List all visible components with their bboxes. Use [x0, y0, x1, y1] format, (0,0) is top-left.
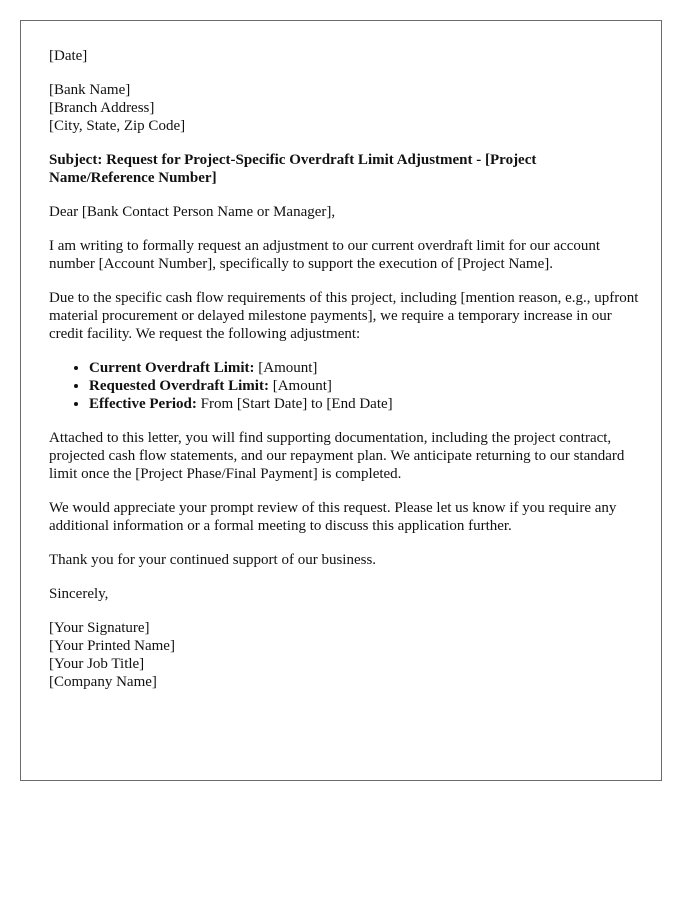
letter-body: [49, 47, 639, 707]
list-item-value: From [Start Date] to [End Date]: [196, 396, 393, 412]
letter-date: [Date]: [49, 48, 88, 64]
company-name: [Company Name]: [49, 674, 157, 690]
bank-name: [Bank Name]: [49, 82, 131, 98]
recipient-address: [49, 81, 639, 135]
subject-line: Subject: Request for Project-Specific Overdraft Limit Adjustment - [Project Name/Reference Number]: [49, 152, 537, 186]
signature: [Your Signature]: [49, 620, 150, 636]
paragraph-thanks: Thank you for your continued support of our business.: [49, 552, 377, 568]
list-item-value: [Amount]: [268, 378, 332, 394]
list-item-effective-period: [89, 395, 639, 413]
printed-name: [Your Printed Name]: [49, 638, 175, 654]
paragraph-review: We would appreciate your prompt review of this request. Please let us know if you require any additional information or a formal meeting to discuss this application further.: [49, 500, 617, 534]
list-item-label: Requested Overdraft Limit:: [89, 378, 269, 394]
branch-address: [Branch Address]: [49, 100, 155, 116]
letter-page: [20, 20, 662, 781]
list-item-label: Current Overdraft Limit:: [89, 360, 255, 376]
paragraph-intro: I am writing to formally request an adjustment to our current overdraft limit for our account number [Account Number], specifically to support the execution of [Project Name].: [49, 238, 601, 272]
salutation: Dear [Bank Contact Person Name or Manager],: [49, 204, 336, 220]
city-state-zip: [City, State, Zip Code]: [49, 118, 186, 134]
closing: Sincerely,: [49, 586, 109, 602]
job-title: [Your Job Title]: [49, 656, 145, 672]
list-item-value: [Amount]: [254, 360, 318, 376]
list-item-current-limit: [89, 359, 639, 377]
list-item-label: Effective Period:: [89, 396, 197, 412]
signature-block: [49, 619, 639, 691]
paragraph-attachments: Attached to this letter, you will find supporting documentation, including the project contract, projected cash flow statements, and our repayment plan. We anticipate returning to our standard limit once the [Project Phase/Final Payment] is completed.: [49, 430, 625, 482]
paragraph-reason: Due to the specific cash flow requirements of this project, including [mention reason, e.g., upfront material procurement or delayed milestone payments], we require a temporary increase in our credit facility. We request the following adjustment:: [49, 290, 639, 342]
adjustment-list: [49, 359, 639, 413]
list-item-requested-limit: [89, 377, 639, 395]
